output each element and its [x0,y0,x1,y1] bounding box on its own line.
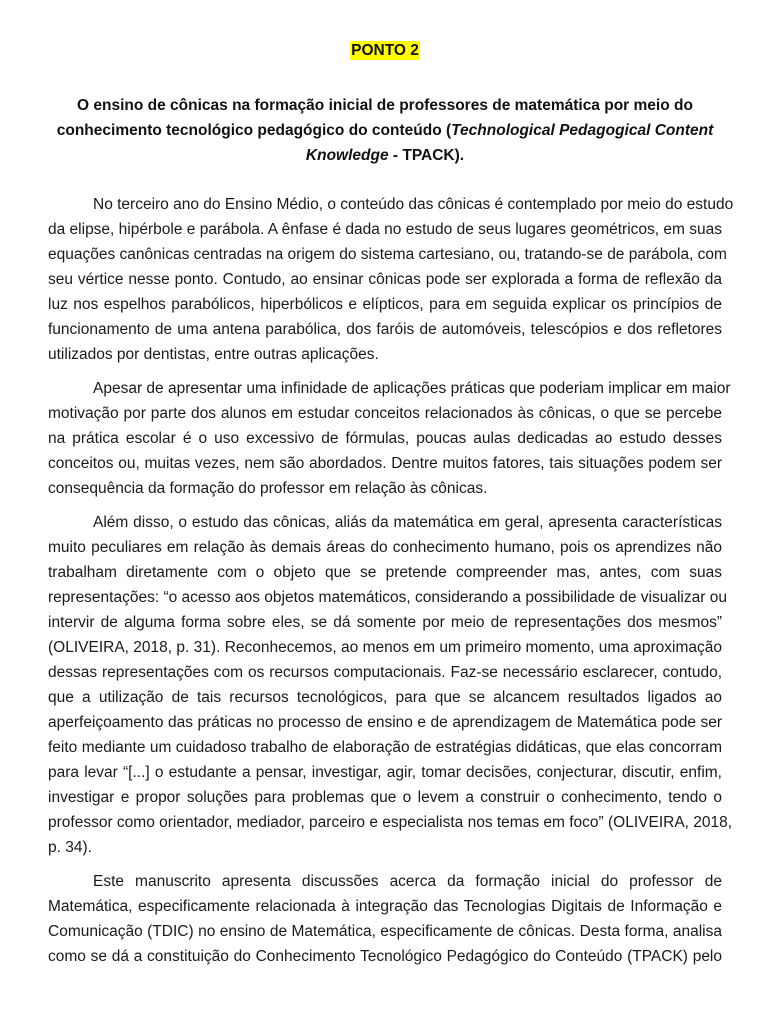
paragraph-line: investigar e propor soluções para problemas que o levem a construir o conhecimento, tendo o [48,789,722,806]
paragraph-line: muito peculiares em relação às demais áreas do conhecimento humano, pois os aprendizes não [48,539,722,556]
paragraph-line: utilizados por dentistas, entre outras aplicações. [48,346,379,363]
paragraph-line: p. 34). [48,839,92,856]
paragraph-line: feito mediante um cuidadoso trabalho de elaboração de estratégias didáticas, que elas concorram [48,739,722,756]
heading-container [48,0,722,65]
paragraph-line: como se dá a constituição do Conhecimento Tecnológico Pedagógico do Conteúdo (TPACK) pelo [48,948,722,965]
title-line-2-italic: Technological Pedagogical Content [451,122,714,139]
paragraph-line: motivação por parte dos alunos em estudar conceitos relacionados às cônicas, o que se percebe [48,405,722,422]
paragraph-line: Este manuscrito apresenta discussões acerca da formação inicial do professor de [93,873,722,890]
document-title [48,93,722,168]
paragraph-line: conceitos ou, muitas vezes, nem são abordados. Dentre muitos fatores, tais situações podem ser [48,455,722,472]
paragraph-line: professor como orientador, mediador, parceiro e especialista nos temas em foco” (OLIVEIRA, 2018, [48,814,733,831]
paragraph-line: que a utilização de tais recursos tecnológicos, para que se alcancem resultados ligados ao [48,689,722,706]
title-line-2 [48,118,722,143]
body-paragraph [48,376,731,501]
paragraph-line: consequência da formação do professor em relação às cônicas. [48,480,488,497]
paragraph-line: Comunicação (TDIC) no ensino de Matemática, especificamente de cônicas. Desta forma, analisa [48,923,722,940]
body-paragraph [48,510,733,860]
paragraph-line: funcionamento de uma antena parabólica, dos faróis de automóveis, telescópios e dos refletores [48,321,722,338]
body-paragraph [48,869,722,969]
ponto-heading-highlight: PONTO 2 [351,42,419,59]
paragraph-line: na prática escolar é o uso excessivo de fórmulas, poucas aulas dedicadas ao estudo desses [48,430,722,447]
title-line-3-text: - TPACK). [388,147,465,164]
document-body [48,192,734,969]
title-line-2-text: conhecimento tecnológico pedagógico do conteúdo ( [56,122,452,139]
body-paragraph [48,192,734,367]
paragraph-line: dessas representações com os recursos computacionais. Faz-se necessário esclarecer, contudo, [48,664,722,681]
title-line-1: O ensino de cônicas na formação inicial de professores de matemática por meio do [77,97,693,114]
paragraph-line: equações canônicas centradas na origem do sistema cartesiano, ou, tratando-se de parábola, com [48,246,727,263]
paragraph-line: Matemática, especificamente relacionada à integração das Tecnologias Digitais de Informação e [48,898,722,915]
paragraph-line: da elipse, hipérbole e parábola. A ênfase é dada no estudo de seus lugares geométricos, em suas [48,221,722,238]
paragraph-line: para levar “[...] o estudante a pensar, investigar, agir, tomar decisões, conjecturar, discutir, enfim, [48,764,722,781]
paragraph-line: seu vértice nesse ponto. Contudo, ao ensinar cônicas pode ser explorada a forma de reflexão da [48,271,722,288]
paragraph-line: (OLIVEIRA, 2018, p. 31). Reconhecemos, ao menos em um primeiro momento, uma aproximação [48,639,722,656]
paragraph-line: Apesar de apresentar uma infinidade de aplicações práticas que poderiam implicar em maior [93,380,731,397]
paragraph-line: trabalham diretamente com o objeto que se pretende compreender mas, antes, com suas [48,564,722,581]
paragraph-line: aperfeiçoamento das práticas no processo de ensino e de aprendizagem de Matemática pode ser [48,714,722,731]
title-line-3-italic: Knowledge [305,147,389,164]
paragraph-line: intervir de alguma forma sobre eles, se dá somente por meio de representações dos mesmos” [48,614,722,631]
title-line-3 [48,143,722,168]
paragraph-line: luz nos espelhos parabólicos, hiperbólicos e elípticos, para em seguida explicar os princípios de [48,296,722,313]
paragraph-line: Além disso, o estudo das cônicas, aliás da matemática em geral, apresenta características [93,514,722,531]
paragraph-line: No terceiro ano do Ensino Médio, o conteúdo das cônicas é contemplado por meio do estudo [93,196,734,213]
paragraph-line: representações: “o acesso aos objetos matemáticos, considerando a possibilidade de visualizar ou [48,589,727,606]
